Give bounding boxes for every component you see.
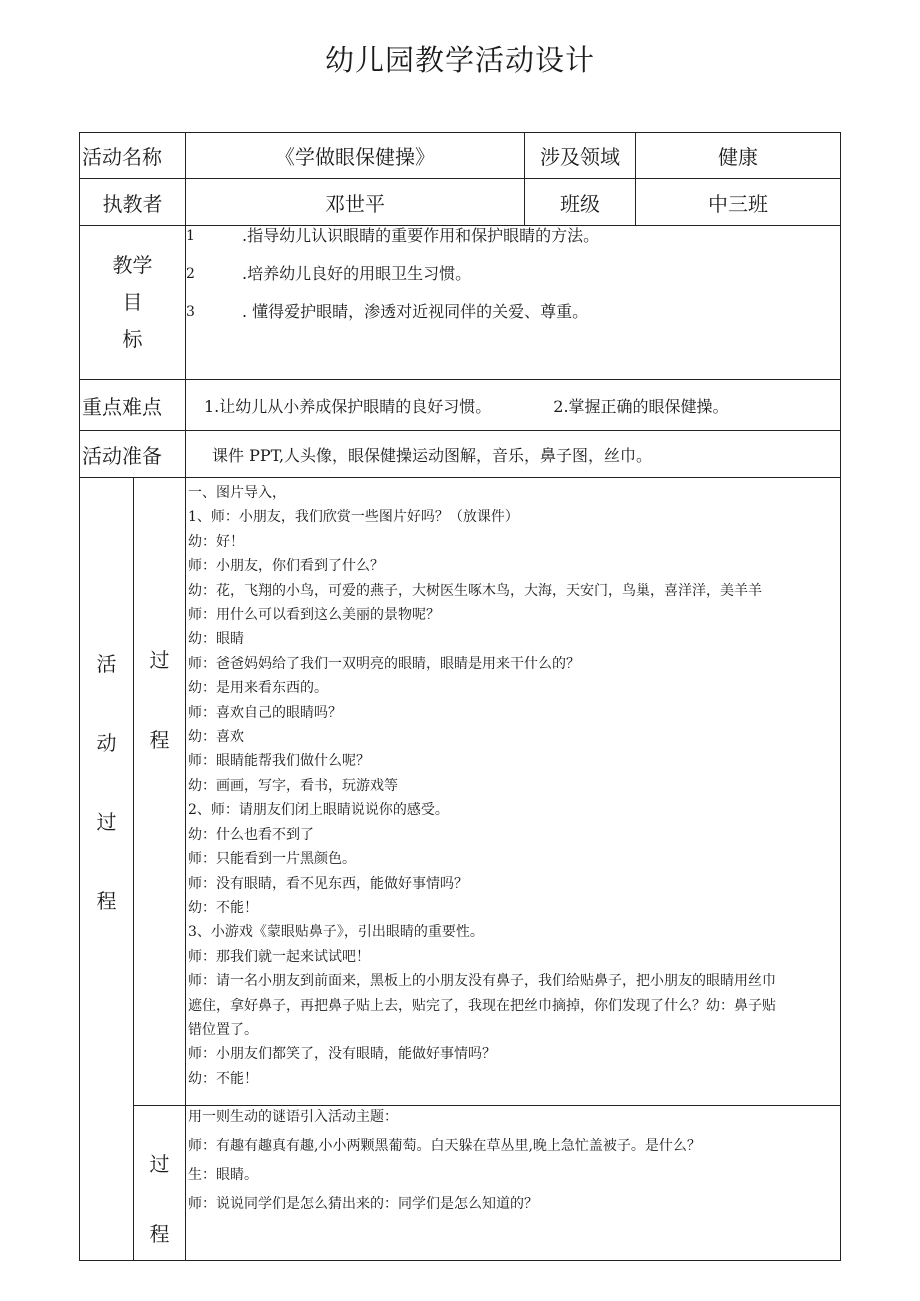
outer-label-char: 过 bbox=[96, 810, 117, 834]
row-goals bbox=[80, 226, 841, 380]
goals-label-2: 目 bbox=[122, 290, 143, 314]
process-line: 一、图片导入， bbox=[188, 485, 286, 501]
teacher-label: 执教者 bbox=[80, 179, 186, 226]
lesson-plan-table bbox=[79, 132, 841, 1261]
process-line: 幼：什么也看不到了 bbox=[188, 826, 314, 843]
goal-text: . 懂得爱护眼睛，渗透对近视同伴的关爱、尊重。 bbox=[242, 302, 589, 321]
process-line: 2、师：请朋友们闭上眼睛说说你的感受。 bbox=[188, 802, 449, 819]
class-label: 班级 bbox=[525, 179, 636, 226]
section1-label bbox=[134, 478, 186, 1106]
domain-value: 健康 bbox=[636, 133, 841, 179]
preparation-text: 课件 PPT,人头像，眼保健操运动图解，音乐，鼻子图，丝巾。 bbox=[186, 431, 841, 478]
process-line: 师：眼睛能帮我们做什么呢？ bbox=[188, 753, 370, 770]
section2-label-char: 过 bbox=[149, 1152, 170, 1176]
preparation-label: 活动准备 bbox=[80, 431, 186, 478]
process-line: 1、师：小朋友，我们欣赏一些图片好吗？（放课件） bbox=[188, 509, 519, 526]
goal-number: 3 bbox=[186, 304, 195, 320]
key-point-item: 1.让幼儿从小养成保护眼睛的良好习惯。 bbox=[204, 396, 492, 416]
goal-number: 1 bbox=[186, 228, 195, 244]
key-point-item: 2.掌握正确的眼保健操。 bbox=[553, 396, 729, 416]
row-process-2 bbox=[80, 1106, 841, 1261]
process-line: 3、小游戏《蒙眼贴鼻子》，引出眼睛的重要性。 bbox=[188, 924, 484, 941]
goal-item bbox=[186, 226, 840, 264]
goal-text: .指导幼儿认识眼睛的重要作用和保护眼睛的方法。 bbox=[242, 226, 600, 245]
goals-label-1: 教学 bbox=[112, 253, 153, 277]
goal-item bbox=[186, 264, 840, 302]
row-teacher bbox=[80, 179, 841, 226]
process-line: 遮住，拿好鼻子，再把鼻子贴上去，贴完了，我现在把丝巾摘掉，你们发现了什么？幼：鼻子贴 bbox=[188, 997, 776, 1014]
class-value: 中三班 bbox=[636, 179, 841, 226]
outer-label-char: 活 bbox=[96, 652, 117, 676]
process-line: 用一则生动的谜语引入活动主题： bbox=[188, 1109, 398, 1125]
activity-name-value: 《学做眼保健操》 bbox=[186, 133, 525, 179]
process-line: 幼：花，飞翔的小鸟，可爱的燕子，大树医生啄木鸟，大海，天安门，鸟巢，喜洋洋，美羊羊 bbox=[188, 582, 762, 599]
section1-label-char: 程 bbox=[149, 728, 170, 752]
teacher-value: 邓世平 bbox=[186, 179, 525, 226]
process-line: 幼：不能！ bbox=[188, 1070, 258, 1087]
process-outer-label bbox=[80, 478, 134, 1261]
section2-label-char: 程 bbox=[149, 1222, 170, 1246]
outer-label-char: 动 bbox=[96, 731, 117, 755]
goals-label-3: 标 bbox=[122, 327, 143, 351]
outer-label-char: 程 bbox=[96, 889, 117, 913]
section1-label-char: 过 bbox=[149, 648, 170, 672]
process-line: 师：爸爸妈妈给了我们一双明亮的眼睛，眼睛是用来干什么的？ bbox=[188, 655, 580, 672]
process-line: 师：小朋友们都笑了，没有眼睛，能做好事情吗？ bbox=[188, 1046, 496, 1063]
process-line: 师：只能看到一片黑颜色。 bbox=[188, 851, 356, 868]
process-line: 幼：喜欢 bbox=[188, 729, 244, 746]
process-line: 师：说说同学们是怎么猜出来的：同学们是怎么知道的？ bbox=[188, 1196, 538, 1212]
row-activity-name bbox=[80, 133, 841, 179]
domain-label: 涉及领域 bbox=[525, 133, 636, 179]
process-line: 幼：眼睛 bbox=[188, 631, 244, 648]
process-line: 师：喜欢自己的眼睛吗？ bbox=[188, 704, 342, 721]
goal-text: .培养幼儿良好的用眼卫生习惯。 bbox=[242, 264, 472, 283]
key-points-label: 重点难点 bbox=[80, 380, 186, 431]
process-line: 错位置了。 bbox=[188, 1021, 258, 1038]
process-line: 师：没有眼睛，看不见东西，能做好事情吗？ bbox=[188, 875, 468, 892]
process-line: 师：有趣有趣真有趣,小小两颗黑葡萄。白天躲在草丛里,晚上急忙盖被子。是什么？ bbox=[188, 1138, 701, 1154]
goals-label bbox=[80, 226, 186, 380]
process-line: 师：请一名小朋友到前面来，黑板上的小朋友没有鼻子，我们给贴鼻子，把小朋友的眼睛用丝巾 bbox=[188, 973, 776, 990]
process-line: 幼：画画，写字，看书，玩游戏等 bbox=[188, 777, 398, 794]
goal-number: 2 bbox=[186, 266, 195, 282]
activity-name-label: 活动名称 bbox=[80, 133, 186, 179]
section1-content bbox=[186, 478, 841, 1106]
process-line: 师：那我们就一起来试试吧！ bbox=[188, 948, 370, 965]
process-line: 幼：是用来看东西的。 bbox=[188, 680, 328, 697]
row-preparation bbox=[80, 431, 841, 478]
row-process-1 bbox=[80, 478, 841, 1106]
process-line: 生：眼睛。 bbox=[188, 1167, 258, 1183]
page-title: 幼儿园教学活动设计 bbox=[324, 43, 595, 77]
row-key-points bbox=[80, 380, 841, 431]
goals-content bbox=[186, 226, 841, 380]
process-line: 师：小朋友，你们看到了什么？ bbox=[188, 558, 384, 575]
process-line: 幼：好！ bbox=[188, 533, 244, 550]
goal-item bbox=[186, 302, 840, 340]
process-line: 师：用什么可以看到这么美丽的景物呢？ bbox=[188, 607, 440, 624]
process-line: 幼：不能！ bbox=[188, 899, 258, 916]
section2-label bbox=[134, 1106, 186, 1261]
key-points-content bbox=[186, 380, 841, 431]
section2-content bbox=[186, 1106, 841, 1261]
